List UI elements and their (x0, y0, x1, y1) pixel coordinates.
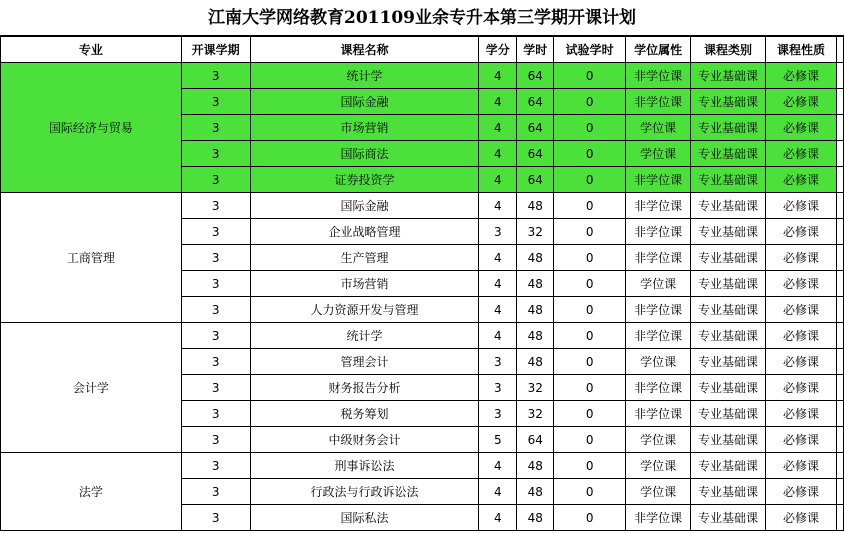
hours-cell[interactable]: 32 (517, 375, 554, 401)
credits-cell[interactable]: 4 (479, 245, 517, 271)
semester-cell[interactable]: 3 (181, 505, 250, 531)
major-cell[interactable]: 工商管理 (1, 193, 182, 323)
credits-cell[interactable]: 4 (479, 453, 517, 479)
semester-cell[interactable]: 3 (181, 453, 250, 479)
semester-cell[interactable]: 3 (181, 167, 250, 193)
credits-cell[interactable]: 4 (479, 63, 517, 89)
credits-cell[interactable]: 3 (479, 219, 517, 245)
hours-cell[interactable]: 64 (517, 63, 554, 89)
course-name-cell[interactable]: 国际金融 (250, 193, 479, 219)
empty-column-cell[interactable] (836, 63, 843, 89)
empty-column-cell[interactable] (836, 89, 843, 115)
semester-cell[interactable]: 3 (181, 245, 250, 271)
header-course-nature[interactable]: 课程性质 (766, 37, 837, 63)
degree-attr-cell[interactable]: 非学位课 (626, 323, 691, 349)
hours-cell[interactable]: 48 (517, 479, 554, 505)
course-name-cell[interactable]: 国际私法 (250, 505, 479, 531)
empty-column-cell[interactable] (836, 453, 843, 479)
semester-cell[interactable]: 3 (181, 323, 250, 349)
semester-cell[interactable]: 3 (181, 479, 250, 505)
table-row (1, 193, 844, 219)
degree-attr-cell[interactable]: 非学位课 (626, 297, 691, 323)
lab-hours-cell[interactable]: 0 (554, 115, 626, 141)
credits-cell[interactable]: 3 (479, 401, 517, 427)
course-category-cell[interactable]: 专业基础课 (691, 271, 766, 297)
credits-cell[interactable]: 5 (479, 427, 517, 453)
credits-cell[interactable]: 4 (479, 193, 517, 219)
lab-hours-cell[interactable]: 0 (554, 401, 626, 427)
degree-attr-cell[interactable]: 非学位课 (626, 167, 691, 193)
lab-hours-cell[interactable]: 0 (554, 63, 626, 89)
semester-cell[interactable]: 3 (181, 63, 250, 89)
course-category-cell[interactable]: 专业基础课 (691, 141, 766, 167)
degree-attr-cell[interactable]: 非学位课 (626, 219, 691, 245)
course-category-cell[interactable]: 专业基础课 (691, 89, 766, 115)
course-category-cell[interactable]: 专业基础课 (691, 63, 766, 89)
course-nature-cell[interactable]: 必修课 (766, 63, 837, 89)
course-name-cell[interactable]: 生产管理 (250, 245, 479, 271)
empty-column-cell[interactable] (836, 193, 843, 219)
credits-cell[interactable]: 4 (479, 505, 517, 531)
course-category-cell[interactable]: 专业基础课 (691, 401, 766, 427)
degree-attr-cell[interactable]: 非学位课 (626, 89, 691, 115)
credits-cell[interactable]: 4 (479, 89, 517, 115)
course-nature-cell[interactable]: 必修课 (766, 323, 837, 349)
credits-cell[interactable]: 4 (479, 115, 517, 141)
empty-column-cell[interactable] (836, 219, 843, 245)
lab-hours-cell[interactable]: 0 (554, 375, 626, 401)
lab-hours-cell[interactable]: 0 (554, 193, 626, 219)
course-category-cell[interactable]: 专业基础课 (691, 479, 766, 505)
semester-cell[interactable]: 3 (181, 115, 250, 141)
course-category-cell[interactable]: 专业基础课 (691, 349, 766, 375)
hours-cell[interactable]: 48 (517, 245, 554, 271)
course-name-cell[interactable]: 企业战略管理 (250, 219, 479, 245)
credits-cell[interactable]: 3 (479, 349, 517, 375)
course-name-cell[interactable]: 税务筹划 (250, 401, 479, 427)
degree-attr-cell[interactable]: 学位课 (626, 349, 691, 375)
credits-cell[interactable]: 4 (479, 271, 517, 297)
semester-cell[interactable]: 3 (181, 271, 250, 297)
course-category-cell[interactable]: 专业基础课 (691, 115, 766, 141)
hours-cell[interactable]: 48 (517, 297, 554, 323)
course-nature-cell[interactable]: 必修课 (766, 349, 837, 375)
header-degree-attr[interactable]: 学位属性 (626, 37, 691, 63)
header-course-category[interactable]: 课程类别 (691, 37, 766, 63)
semester-cell[interactable]: 3 (181, 349, 250, 375)
hours-cell[interactable]: 48 (517, 349, 554, 375)
course-name-cell[interactable]: 刑事诉讼法 (250, 453, 479, 479)
lab-hours-cell[interactable]: 0 (554, 167, 626, 193)
course-name-cell[interactable]: 统计学 (250, 63, 479, 89)
semester-cell[interactable]: 3 (181, 401, 250, 427)
course-category-cell[interactable]: 专业基础课 (691, 245, 766, 271)
course-name-cell[interactable]: 证券投资学 (250, 167, 479, 193)
course-name-cell[interactable]: 市场营销 (250, 271, 479, 297)
credits-cell[interactable]: 4 (479, 297, 517, 323)
hours-cell[interactable]: 48 (517, 323, 554, 349)
lab-hours-cell[interactable]: 0 (554, 89, 626, 115)
course-category-cell[interactable]: 专业基础课 (691, 297, 766, 323)
semester-cell[interactable]: 3 (181, 89, 250, 115)
empty-column-cell[interactable] (836, 167, 843, 193)
empty-column-cell[interactable] (836, 479, 843, 505)
course-nature-cell[interactable]: 必修课 (766, 245, 837, 271)
header-course-name[interactable]: 课程名称 (250, 37, 479, 63)
course-nature-cell[interactable]: 必修课 (766, 479, 837, 505)
degree-attr-cell[interactable]: 学位课 (626, 141, 691, 167)
lab-hours-cell[interactable]: 0 (554, 505, 626, 531)
semester-cell[interactable]: 3 (181, 297, 250, 323)
header-hours[interactable]: 学时 (517, 37, 554, 63)
lab-hours-cell[interactable]: 0 (554, 349, 626, 375)
credits-cell[interactable]: 4 (479, 479, 517, 505)
empty-column-cell[interactable] (836, 141, 843, 167)
credits-cell[interactable]: 3 (479, 375, 517, 401)
degree-attr-cell[interactable]: 学位课 (626, 427, 691, 453)
course-name-cell[interactable]: 国际金融 (250, 89, 479, 115)
empty-column-cell[interactable] (836, 375, 843, 401)
semester-cell[interactable]: 3 (181, 141, 250, 167)
course-category-cell[interactable]: 专业基础课 (691, 427, 766, 453)
course-name-cell[interactable]: 人力资源开发与管理 (250, 297, 479, 323)
degree-attr-cell[interactable]: 学位课 (626, 453, 691, 479)
degree-attr-cell[interactable]: 非学位课 (626, 505, 691, 531)
semester-cell[interactable]: 3 (181, 375, 250, 401)
course-nature-cell[interactable]: 必修课 (766, 89, 837, 115)
header-credits[interactable]: 学分 (479, 37, 517, 63)
hours-cell[interactable]: 32 (517, 219, 554, 245)
course-nature-cell[interactable]: 必修课 (766, 219, 837, 245)
hours-cell[interactable]: 64 (517, 115, 554, 141)
degree-attr-cell[interactable]: 非学位课 (626, 193, 691, 219)
degree-attr-cell[interactable]: 非学位课 (626, 375, 691, 401)
degree-attr-cell[interactable]: 学位课 (626, 115, 691, 141)
course-name-cell[interactable]: 财务报告分析 (250, 375, 479, 401)
degree-attr-cell[interactable]: 非学位课 (626, 63, 691, 89)
empty-column-cell[interactable] (836, 37, 843, 63)
degree-attr-cell[interactable]: 学位课 (626, 271, 691, 297)
course-name-cell[interactable]: 中级财务会计 (250, 427, 479, 453)
hours-cell[interactable]: 48 (517, 193, 554, 219)
course-nature-cell[interactable]: 必修课 (766, 297, 837, 323)
course-category-cell[interactable]: 专业基础课 (691, 219, 766, 245)
lab-hours-cell[interactable]: 0 (554, 297, 626, 323)
course-nature-cell[interactable]: 必修课 (766, 453, 837, 479)
header-row (1, 37, 844, 63)
empty-column-cell[interactable] (836, 427, 843, 453)
lab-hours-cell[interactable]: 0 (554, 219, 626, 245)
semester-cell[interactable]: 3 (181, 193, 250, 219)
course-nature-cell[interactable]: 必修课 (766, 115, 837, 141)
hours-cell[interactable]: 48 (517, 453, 554, 479)
course-nature-cell[interactable]: 必修课 (766, 505, 837, 531)
credits-cell[interactable]: 4 (479, 323, 517, 349)
course-name-cell[interactable]: 市场营销 (250, 115, 479, 141)
degree-attr-cell[interactable]: 非学位课 (626, 401, 691, 427)
hours-cell[interactable]: 48 (517, 505, 554, 531)
header-major[interactable]: 专业 (1, 37, 182, 63)
course-category-cell[interactable]: 专业基础课 (691, 193, 766, 219)
course-category-cell[interactable]: 专业基础课 (691, 375, 766, 401)
course-name-cell[interactable]: 统计学 (250, 323, 479, 349)
table-row (1, 63, 844, 89)
course-category-cell[interactable]: 专业基础课 (691, 505, 766, 531)
course-nature-cell[interactable]: 必修课 (766, 375, 837, 401)
lab-hours-cell[interactable]: 0 (554, 141, 626, 167)
major-cell[interactable]: 会计学 (1, 323, 182, 453)
course-nature-cell[interactable]: 必修课 (766, 141, 837, 167)
header-semester[interactable]: 开课学期 (181, 37, 250, 63)
course-nature-cell[interactable]: 必修课 (766, 167, 837, 193)
hours-cell[interactable]: 32 (517, 401, 554, 427)
hours-cell[interactable]: 64 (517, 141, 554, 167)
major-cell[interactable]: 国际经济与贸易 (1, 63, 182, 193)
lab-hours-cell[interactable]: 0 (554, 427, 626, 453)
table-row (1, 323, 844, 349)
course-nature-cell[interactable]: 必修课 (766, 401, 837, 427)
course-plan-table (0, 36, 844, 531)
course-category-cell[interactable]: 专业基础课 (691, 323, 766, 349)
empty-column-cell[interactable] (836, 349, 843, 375)
course-name-cell[interactable]: 行政法与行政诉讼法 (250, 479, 479, 505)
degree-attr-cell[interactable]: 非学位课 (626, 245, 691, 271)
course-name-cell[interactable]: 国际商法 (250, 141, 479, 167)
semester-cell[interactable]: 3 (181, 427, 250, 453)
lab-hours-cell[interactable]: 0 (554, 453, 626, 479)
lab-hours-cell[interactable]: 0 (554, 271, 626, 297)
hours-cell[interactable]: 64 (517, 167, 554, 193)
course-nature-cell[interactable]: 必修课 (766, 193, 837, 219)
lab-hours-cell[interactable]: 0 (554, 479, 626, 505)
empty-column-cell[interactable] (836, 297, 843, 323)
empty-column-cell[interactable] (836, 245, 843, 271)
header-lab-hours[interactable]: 试验学时 (554, 37, 626, 63)
empty-column-cell[interactable] (836, 323, 843, 349)
course-category-cell[interactable]: 专业基础课 (691, 167, 766, 193)
hours-cell[interactable]: 64 (517, 89, 554, 115)
empty-column-cell[interactable] (836, 271, 843, 297)
lab-hours-cell[interactable]: 0 (554, 245, 626, 271)
empty-column-cell[interactable] (836, 505, 843, 531)
credits-cell[interactable]: 4 (479, 167, 517, 193)
table-row (1, 453, 844, 479)
degree-attr-cell[interactable]: 学位课 (626, 479, 691, 505)
lab-hours-cell[interactable]: 0 (554, 323, 626, 349)
credits-cell[interactable]: 4 (479, 141, 517, 167)
hours-cell[interactable]: 48 (517, 271, 554, 297)
course-nature-cell[interactable]: 必修课 (766, 427, 837, 453)
sheet-title: 江南大学网络教育201109业余专升本第三学期开课计划 (0, 0, 844, 36)
empty-column-cell[interactable] (836, 115, 843, 141)
course-category-cell[interactable]: 专业基础课 (691, 453, 766, 479)
semester-cell[interactable]: 3 (181, 219, 250, 245)
hours-cell[interactable]: 64 (517, 427, 554, 453)
empty-column-cell[interactable] (836, 401, 843, 427)
major-cell[interactable]: 法学 (1, 453, 182, 531)
course-nature-cell[interactable]: 必修课 (766, 271, 837, 297)
course-name-cell[interactable]: 管理会计 (250, 349, 479, 375)
